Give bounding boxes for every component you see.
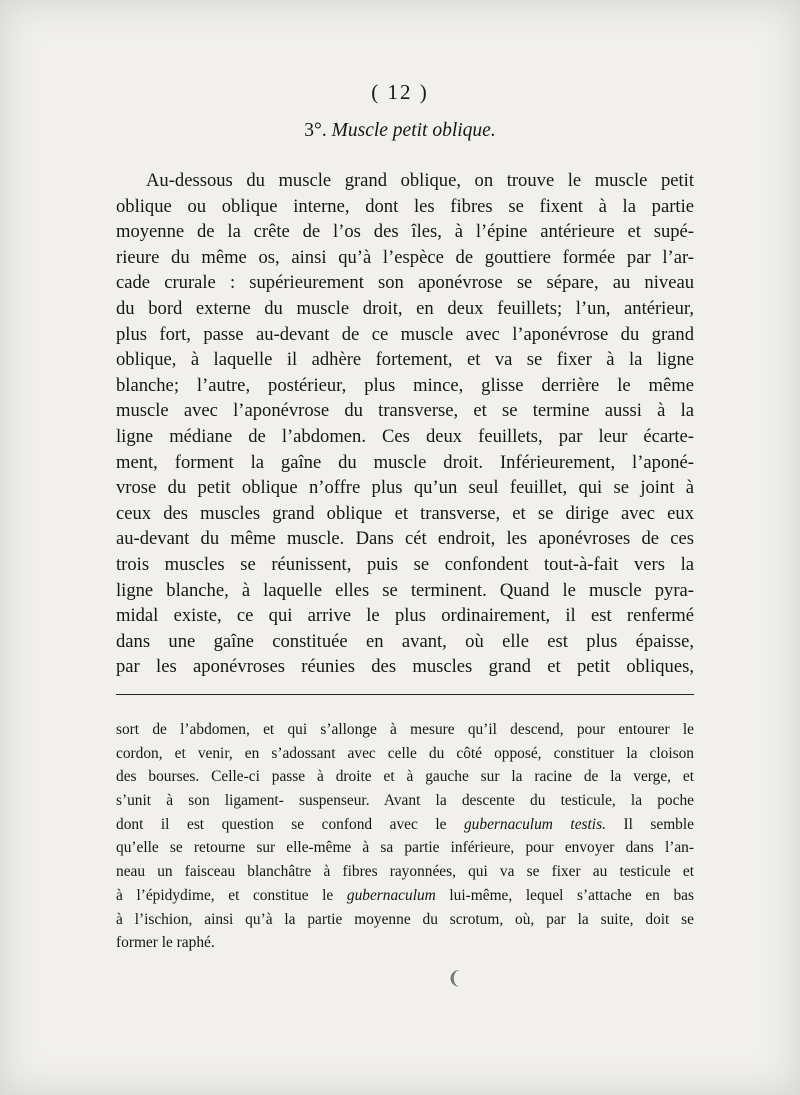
ink-mark: ❨: [447, 968, 463, 988]
body-line: vrose du petit oblique n’offre plus qu’un seul feuillet, qui se joint à: [116, 477, 694, 499]
body-line: plus fort, passe au-devant de ce muscle avec l’aponévrose du grand: [116, 323, 694, 345]
body-line: ligne médiane de l’abdomen. Ces deux feuillets, par leur écarte-: [116, 425, 694, 447]
footnote-divider: [116, 694, 694, 695]
footnote-line: sort de l’abdomen, et qui s’allonge à mesure qu’il descend, pour entourer le: [116, 721, 694, 738]
body-line: Au-dessous du muscle grand oblique, on trouve le muscle petit: [146, 170, 694, 191]
footnote-line: qu’elle se retourne sur elle-même à sa partie inférieure, pour envoyer dans l’an-: [116, 839, 694, 857]
footnote-text: dont il est question se confond avec le: [116, 815, 464, 833]
footnote-line: s’unit à son ligament- suspenseur. Avant la descente du testicule, la poche: [116, 792, 694, 810]
body-line: ment, forment la gaîne du muscle droit. Inférieurement, l’aponé-: [116, 451, 694, 473]
body-line: ceux des muscles grand oblique et transverse, et se dirige avec eux: [116, 502, 694, 524]
body-line: dans une gaîne constituée en avant, où elle est plus épaisse,: [116, 630, 694, 652]
footnote: [116, 718, 694, 955]
footnote-text: à l’épidydime, et constitue le: [116, 886, 347, 904]
footnote-italic-term: gubernaculum: [346, 886, 436, 904]
section-numeral: 3°.: [304, 120, 327, 141]
footnote-line: cordon, et venir, en s’adossant avec celle du côté opposé, constituer la cloison: [116, 744, 694, 762]
footnote-line: à l’ischion, ainsi qu’à la partie moyenne du scrotum, où, par la suite, doit se: [116, 910, 694, 928]
footnote-line: des bourses. Celle-ci passe à droite et à gauche sur la racine de la verge, et: [116, 768, 694, 786]
body-line: moyenne de la crête de l’os des îles, à l’épine antérieure et supé-: [116, 221, 694, 243]
body-line: muscle avec l’aponévrose du transverse, et se termine aussi à la: [116, 400, 694, 422]
body-line: ligne blanche, à laquelle elles se terminent. Quand le muscle pyra-: [116, 579, 694, 601]
body-line: blanche; l’autre, postérieur, plus mince, glisse derrière le même: [116, 374, 694, 396]
footnote-line: [116, 813, 694, 837]
body-line: au-devant du même muscle. Dans cét endroit, les aponévroses de ces: [116, 528, 694, 550]
body-line: cade crurale : supérieurement son aponévrose se sépare, au niveau: [116, 272, 694, 294]
body-line: du bord externe du muscle droit, en deux feuillets; l’un, antérieur,: [116, 297, 694, 319]
footnote-text: lui-même, lequel s’attache en bas: [435, 886, 694, 904]
footnote-line: [116, 884, 694, 908]
body-line: oblique, à laquelle il adhère fortement, et va se fixer à la ligne: [116, 349, 694, 371]
footnote-text: Il semble: [605, 815, 694, 833]
footnote-italic-term: gubernaculum testis.: [463, 815, 606, 833]
section-title-text: Muscle petit oblique.: [331, 120, 496, 141]
footnote-line: neau un faisceau blanchâtre à fibres rayonnées, qui va se fixer au testicule et: [116, 863, 694, 881]
body-line: rieure du même os, ainsi qu’à l’espèce de gouttiere formée par l’ar-: [116, 246, 694, 268]
body-line: trois muscles se réunissent, puis se confondent tout-à-fait vers la: [116, 553, 694, 575]
page-number: ( 12 ): [371, 80, 429, 104]
body-line: oblique ou oblique interne, dont les fibres se fixent à la partie: [116, 195, 694, 217]
body-line: par les aponévroses réunies des muscles grand et petit obliques,: [116, 656, 694, 678]
body-paragraph: [116, 168, 694, 680]
body-line: midal existe, ce qui arrive le plus ordinairement, il est renfermé: [116, 605, 694, 627]
section-title: [0, 120, 800, 142]
footnote-line: former le raphé.: [116, 934, 215, 952]
